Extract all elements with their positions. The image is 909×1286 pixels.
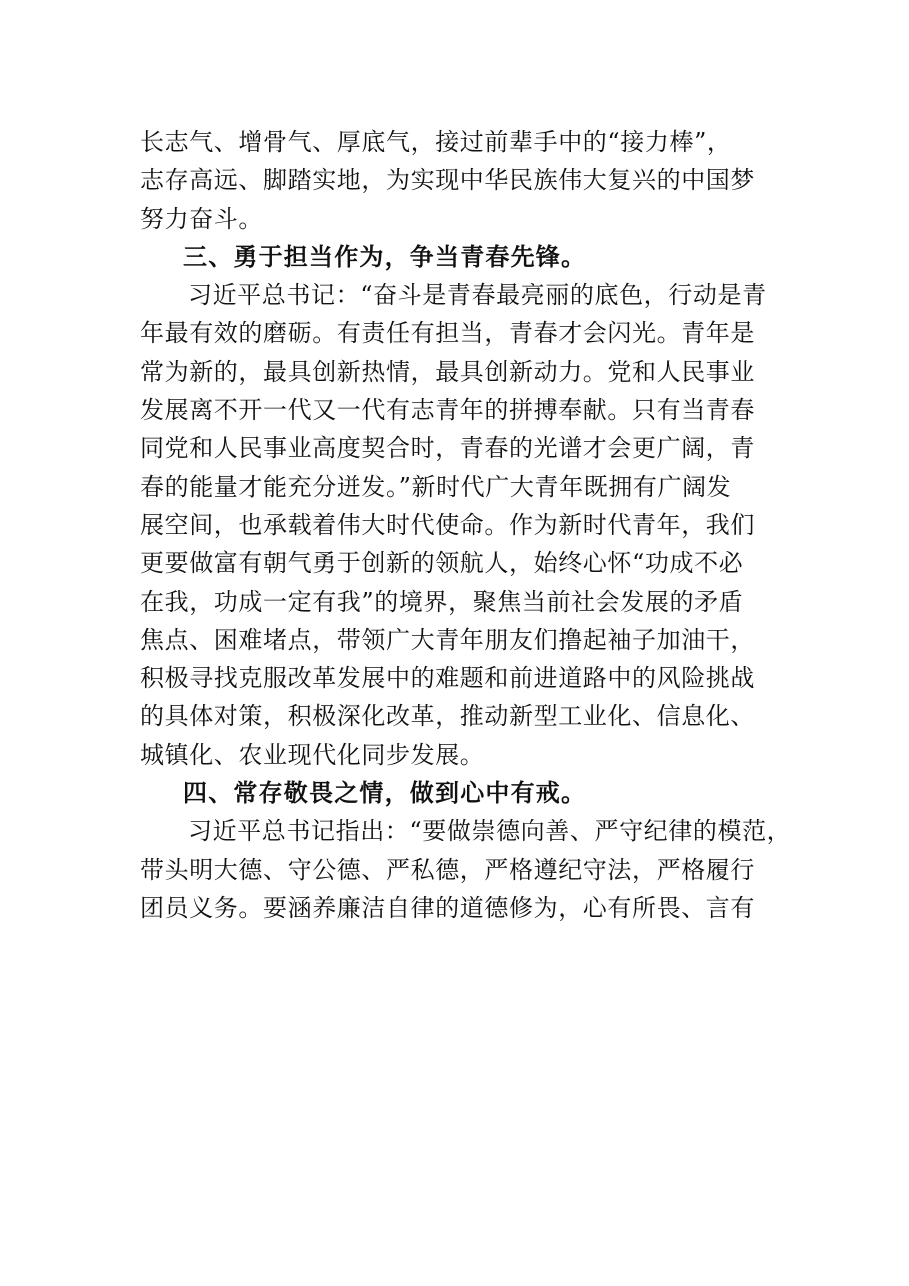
paragraph-line: 长志气、增骨气、厚底气，接过前辈手中的“接力棒”，: [140, 128, 732, 156]
paragraph-line: 努力奋斗。: [140, 204, 263, 233]
paragraph-line: 展空间，也承载着伟大时代使命。作为新时代青年，我们: [140, 510, 755, 539]
paragraph-line: 年最有效的磨砺。有责任有担当，青春才会闪光。青年是: [140, 319, 755, 348]
paragraph-line: 的具体对策，积极深化改革，推动新型工业化、信息化、: [140, 702, 755, 731]
paragraph-line: 常为新的，最具创新热情，最具创新动力。党和人民事业: [140, 357, 755, 386]
paragraph-line: 在我，功成一定有我”的境界，聚焦当前社会发展的矛盾: [140, 587, 744, 616]
paragraph-line: 习近平总书记指出：“要做崇德向善、严守纪律的模范，: [188, 817, 792, 846]
paragraph-line: 带头明大德、守公德、严私德，严格遵纪守法，严格履行: [140, 855, 755, 884]
paragraph-line: 习近平总书记：“奋斗是青春最亮丽的底色，行动是青: [188, 281, 767, 310]
section-heading: 四、常存敬畏之情，做到心中有戒。: [183, 779, 587, 808]
document-body: [0, 123, 909, 927]
paragraph-line: 积极寻找克服改革发展中的难题和前进道路中的风险挑战: [140, 664, 755, 693]
paragraph-line: 发展离不开一代又一代有志青年的拼搏奉献。只有当青春: [140, 396, 755, 425]
paragraph-line: 焦点、困难堵点，带领广大青年朋友们撸起袖子加油干，: [140, 625, 755, 654]
paragraph-line: 志存高远、脚踏实地，为实现中华民族伟大复兴的中国梦: [140, 166, 755, 195]
paragraph-line: 春的能量才能充分迸发。”新时代广大青年既拥有广阔发: [140, 472, 732, 501]
paragraph-line: 城镇化、农业现代化同步发展。: [140, 740, 485, 769]
paragraph-line: 同党和人民事业高度契合时，青春的光谱才会更广阔，青: [140, 434, 755, 463]
paragraph-line: 团员义务。要涵养廉洁自律的道德修为，心有所畏、言有: [140, 893, 755, 922]
paragraph-line: 更要做富有朝气勇于创新的领航人，始终心怀“功成不必: [140, 549, 744, 578]
section-heading: 三、勇于担当作为，争当青春先锋。: [183, 242, 587, 271]
